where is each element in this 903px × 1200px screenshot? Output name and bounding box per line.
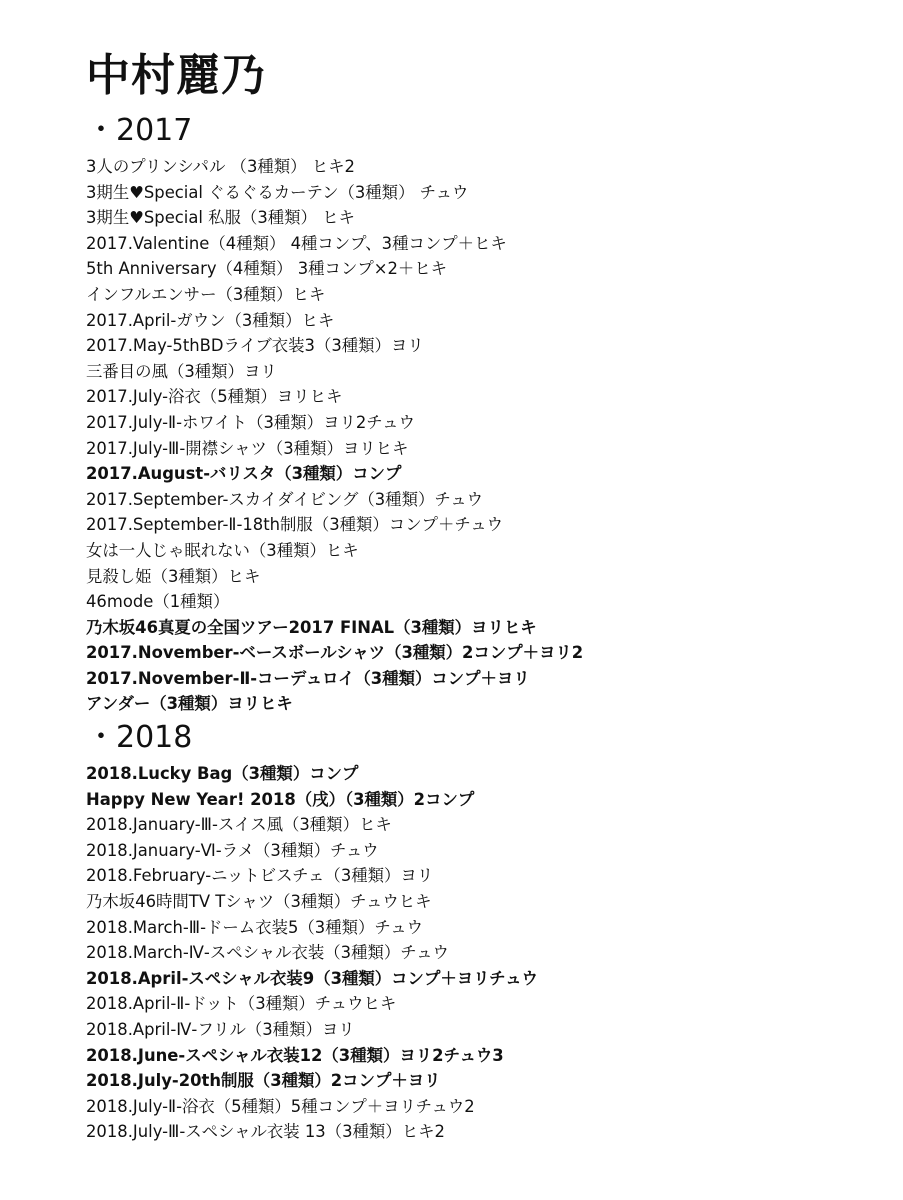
list-item: 2018.April-スペシャル衣装9（3種類）コンプ＋ヨリチュウ — [86, 968, 538, 988]
list-item: インフルエンサー（3種類）ヒキ — [86, 284, 326, 304]
list-item: Happy New Year! 2018（戌）（3種類）2コンプ — [86, 789, 475, 809]
list-item: 2018.January-Ⅵ-ラメ（3種類）チュウ — [86, 840, 379, 860]
item-list — [86, 761, 886, 1145]
list-item: 2018.July-Ⅱ-浴衣（5種類）5種コンプ＋ヨリチュウ2 — [86, 1096, 475, 1116]
list-item: 女は一人じゃ眠れない（3種類）ヒキ — [86, 540, 359, 560]
list-item: 46mode（1種類） — [86, 592, 230, 612]
list-item: 3期生♥Special ぐるぐるカーテン（3種類） チュウ — [86, 182, 469, 202]
list-item: 2018.March-Ⅲ-ドーム衣装5（3種類）チュウ — [86, 917, 424, 937]
list-item: 2018.July-20th制服（3種類）2コンプ＋ヨリ — [86, 1071, 441, 1091]
list-item: 2018.April-Ⅳ-フリル（3種類）ヨリ — [86, 1020, 355, 1039]
section-2017 — [86, 112, 886, 717]
list-item: 乃木坂46時間TV Tシャツ（3種類）チュウヒキ — [86, 892, 432, 912]
list-item: 3期生♥Special 私服（3種類） ヒキ — [86, 208, 355, 228]
section-2018 — [86, 719, 886, 1145]
list-item: 2017.April-ガウン（3種類）ヒキ — [86, 310, 335, 330]
list-item: 2017.July-浴衣（5種類）ヨリヒキ — [86, 387, 343, 407]
list-item: 5th Anniversary（4種類） 3種コンプ×2＋ヒキ — [86, 259, 448, 279]
list-item: 2018.March-Ⅳ-スペシャル衣装（3種類）チュウ — [86, 943, 449, 963]
section-heading: ・2017 — [86, 113, 193, 148]
page-title: 中村麗乃 — [86, 50, 266, 101]
list-item: 2017.November-Ⅱ-コーデュロイ（3種類）コンプ＋ヨリ — [86, 668, 530, 688]
list-item: 2018.April-Ⅱ-ドット（3種類）チュウヒキ — [86, 994, 397, 1014]
list-item: 2017.November-ベースボールシャツ（3種類）2コンプ＋ヨリ2 — [86, 643, 584, 663]
document — [86, 48, 886, 1145]
list-item: 3人のプリンシパル （3種類） ヒキ2 — [86, 157, 355, 176]
list-item: 2018.Lucky Bag（3種類）コンプ — [86, 764, 359, 784]
section-heading: ・2018 — [86, 720, 193, 756]
list-item: 2017.May-5thBDライブ衣装3（3種類）ヨリ — [86, 336, 424, 356]
list-item: 2017.September-Ⅱ-18th制服（3種類）コンプ＋チュウ — [86, 515, 504, 535]
list-item: 2017.July-Ⅲ-開襟シャツ（3種類）ヨリヒキ — [86, 438, 409, 458]
item-list — [86, 154, 886, 717]
list-item: 2018.January-Ⅲ-スイス風（3種類）ヒキ — [86, 815, 392, 835]
list-item: 2018.July-Ⅲ-スペシャル衣装 13（3種類）ヒキ2 — [86, 1122, 445, 1142]
list-item: アンダー（3種類）ヨリヒキ — [86, 694, 293, 714]
list-item: 見殺し姫（3種類）ヒキ — [86, 566, 261, 586]
list-item: 2017.Valentine（4種類） 4種コンプ、3種コンプ＋ヒキ — [86, 233, 507, 253]
list-item: 三番目の風（3種類）ヨリ — [86, 361, 277, 381]
list-item: 2018.June-スペシャル衣装12（3種類）ヨリ2チュウ3 — [86, 1045, 504, 1065]
list-item: 2017.July-Ⅱ-ホワイト（3種類）ヨリ2チュウ — [86, 412, 415, 432]
list-item: 2018.February-ニットビスチェ（3種類）ヨリ — [86, 866, 434, 886]
list-item: 乃木坂46真夏の全国ツアー2017 FINAL（3種類）ヨリヒキ — [86, 617, 537, 637]
list-item: 2017.September-スカイダイビング（3種類）チュウ — [86, 489, 484, 509]
list-item: 2017.August-バリスタ（3種類）コンプ — [86, 464, 402, 484]
